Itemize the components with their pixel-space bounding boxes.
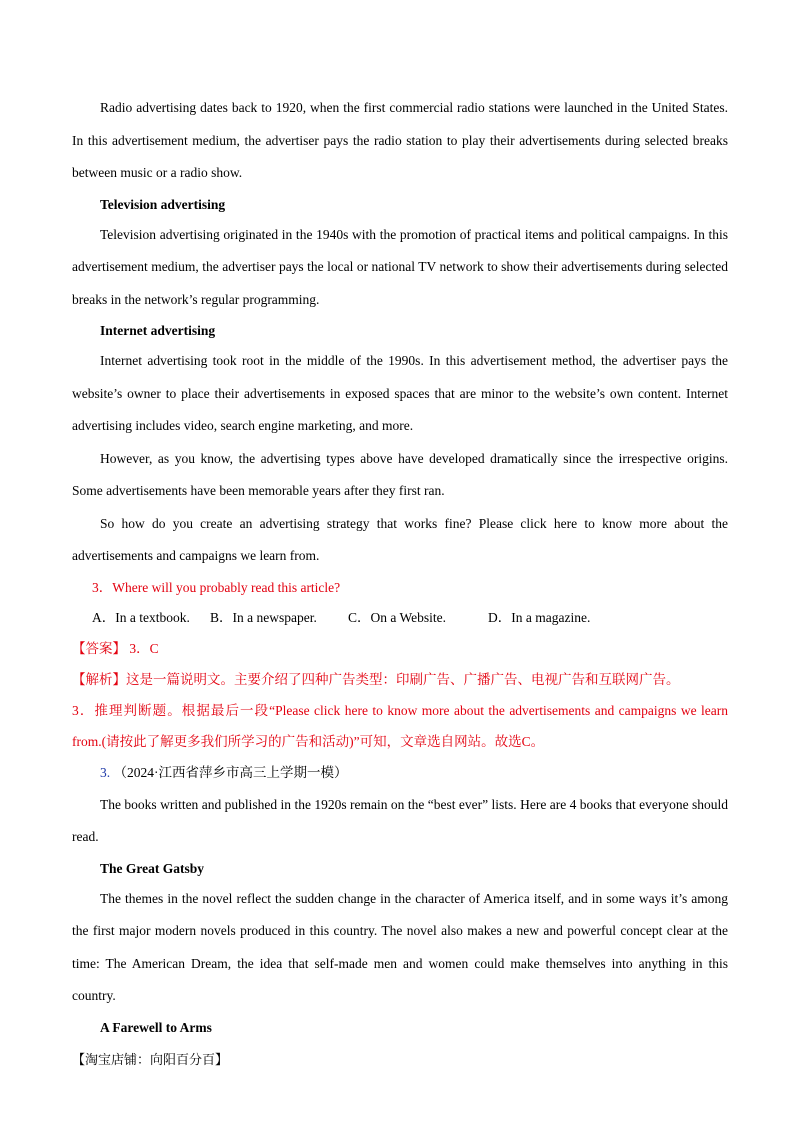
internet-paragraph: Internet advertising took root in the middle of the 1990s. In this advertisement method, the advertiser pays the website’s owner to place their advertisements in exposed spaces that are minor to the website’s own content. Internet advertising includes video, search engine marketing, and more. xyxy=(72,353,728,433)
answer-label: 【答案】 xyxy=(72,640,126,656)
answer-value: 3．C xyxy=(126,640,159,656)
option-d: D．In a magazine. xyxy=(488,609,591,625)
section3-source xyxy=(72,757,728,789)
closing-paragraph: So how do you create an advertising strategy that works fine? Please click here to know more about the advertisements and campaigns we learn from. xyxy=(72,515,728,563)
document-page xyxy=(72,92,728,1042)
explanation-summary: 【解析】这是一篇说明文。主要介绍了四种广告类型：印刷广告、广播广告、电视广告和互联网广告。 xyxy=(72,671,680,687)
section3-source-text: （2024·江西省萍乡市高三上学期一模） xyxy=(113,764,348,780)
gatsby-heading: The Great Gatsby xyxy=(100,860,204,876)
answer-line xyxy=(72,633,728,664)
internet-heading: Internet advertising xyxy=(100,323,216,338)
explanation-detail: 3．推理判断题。根据最后一段“Please click here to know more about the advertisements and campaigns we learn from.(请按此了解更多我们所学习的广告和活动)”可知，文章选自网站。故选C。 xyxy=(72,702,728,749)
section3-number: 3. xyxy=(100,764,111,780)
however-paragraph: However, as you know, the advertising types above have developed dramatically since the irrespective origins. Some advertisements have been memorable years after they first ran. xyxy=(72,450,728,498)
question-options xyxy=(72,603,728,633)
tv-heading: Television advertising xyxy=(100,196,226,212)
question-text: 3．Where will you probably read this article? xyxy=(92,579,341,595)
section3-intro: The books written and published in the 1920s remain on the “best ever” lists. Here are 4 books that everyone should read. xyxy=(72,796,728,844)
gatsby-paragraph: The themes in the novel reflect the sudden change in the character of America itself, and in some ways it’s among the first major modern novels produced in this country. The novel also makes a new and powerful concept clear at the time: The American Dream, the idea that self-made men and women could make themselves into anything in this country. xyxy=(72,890,728,1003)
option-a: A．In a textbook. xyxy=(92,609,190,625)
option-c: C．On a Website. xyxy=(348,609,447,625)
footer-shop: 【淘宝店铺：向阳百分百】 xyxy=(72,1052,229,1067)
radio-paragraph: Radio advertising dates back to 1920, when the first commercial radio stations were launched in the United States. In this advertisement medium, the advertiser pays the radio station to play their advertisements during selected breaks between music or a radio show. xyxy=(72,100,728,180)
option-b: B．In a newspaper. xyxy=(210,609,317,625)
tv-paragraph: Television advertising originated in the 1940s with the promotion of practical items and political campaigns. In this advertisement medium, the advertiser pays the local or national TV network to show their advertisements during selected breaks in the network’s regular programming. xyxy=(72,226,728,307)
farewell-heading: A Farewell to Arms xyxy=(100,1019,212,1035)
